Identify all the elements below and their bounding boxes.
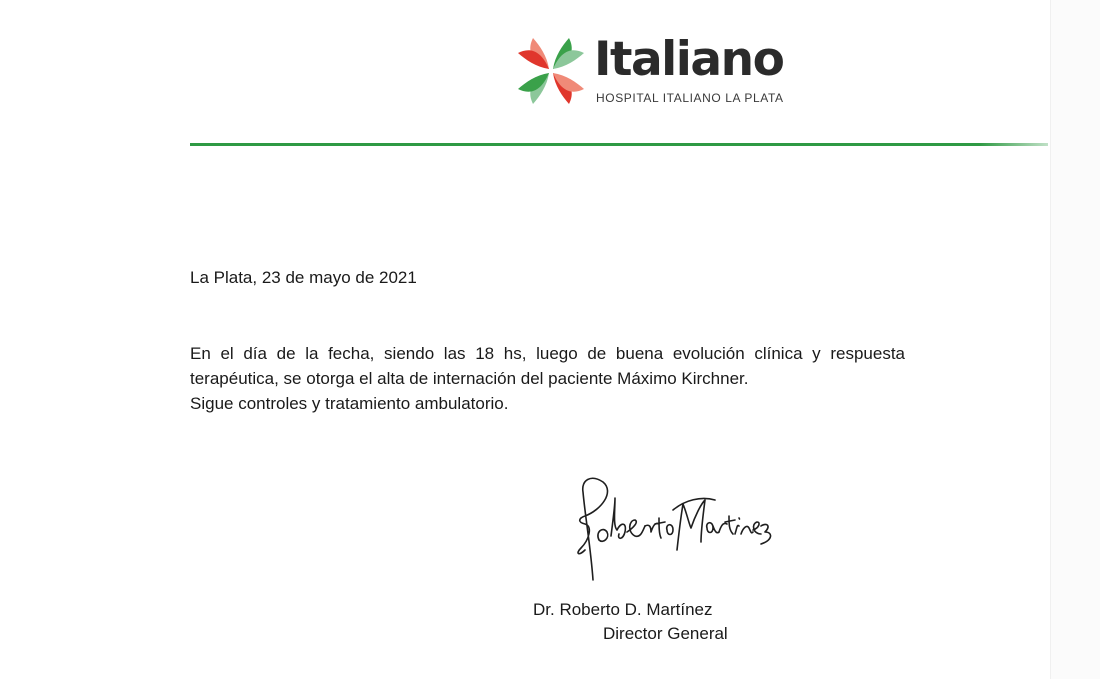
letter-paragraph-2: Sigue controles y tratamiento ambulatorio. (190, 394, 509, 413)
letter-paragraph: En el día de la fecha, siendo las 18 hs, luego de buena evolución clínica y respuesta terapéutica, se otorga el alta de internación del paciente Máximo Kirchner. (190, 344, 905, 388)
header-divider (190, 143, 1048, 146)
signer-name: Dr. Roberto D. Martínez (533, 600, 713, 619)
hospital-cross-icon (516, 36, 586, 106)
page-edge (1050, 0, 1100, 679)
logo-wordmark: Italiano (594, 32, 784, 87)
handwritten-signature (555, 470, 775, 590)
letter-body (190, 341, 905, 416)
signer-role: Director General (603, 624, 728, 643)
hospital-logo (516, 32, 786, 108)
letter-date: La Plata, 23 de mayo de 2021 (190, 268, 417, 287)
logo-subtitle: HOSPITAL ITALIANO LA PLATA (596, 91, 784, 105)
